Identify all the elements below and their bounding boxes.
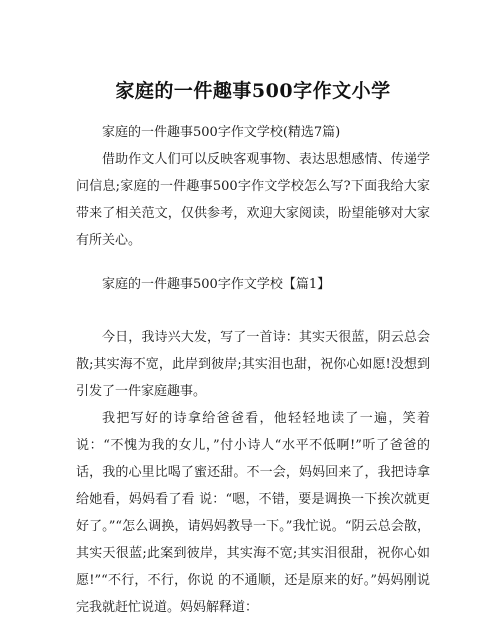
document-title: 家庭的一件趣事500字作文小学	[115, 80, 391, 102]
body-paragraph: 我把写好的诗拿给爸爸看，他轻轻地读了一遍，笑着说：“不愧为我的女儿，”付小诗人“水平不低啊!”听了爸爸的话，我的心里比喝了蜜还甜。不一会，妈妈回来了，我把诗拿给她看，妈妈看了看 说：“嗯，不错，要是调换一下挨次就更好了。”“怎么调换，请妈妈教导一下。”我忙说。“阴云总会散，其实天很蓝;此案到彼岸，其实海不宽;其实泪很甜，祝你心如愿!”“不行，不行，你说 的不通顺，还是原来的好。”妈妈刚说完我就赶忙说道。妈妈解释道：	[76, 411, 430, 615]
document-subtitle: 家庭的一件趣事500字作文学校(精选7篇)	[102, 125, 341, 140]
intro-paragraph: 借助作文人们可以反映客观事物、表达思想感情、传递学问信息;家庭的一件趣事500字作文学校怎么写?下面我给大家带来了相关范文，仅供参考，欢迎大家阅读，盼望能够对大家有所关心。	[76, 152, 430, 248]
body-paragraph: 今日，我诗兴大发，写了一首诗：其实天很蓝，阴云总会散;其实海不宽，此岸到彼岸;其实泪也甜，祝你心如愿!没想到引发了一件家庭趣事。	[76, 330, 430, 399]
section-heading: 家庭的一件趣事500字作文学校【篇1】	[102, 277, 331, 292]
